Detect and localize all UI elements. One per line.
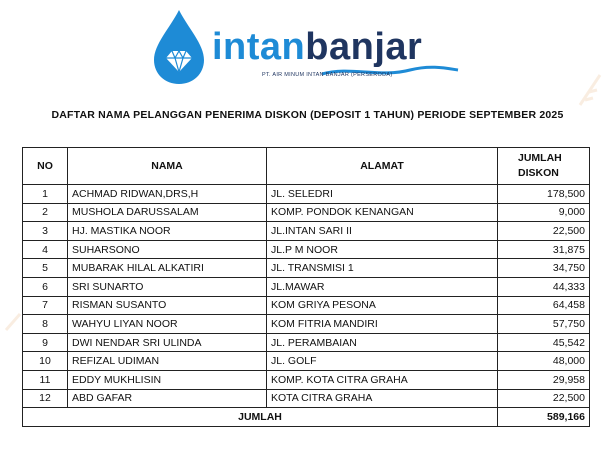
discount-table (22, 147, 590, 427)
cell-nama: WAHYU LIYAN NOOR (68, 315, 267, 334)
cell-alamat: JL. TRANSMISI 1 (267, 259, 498, 278)
cell-jumlah: 64,458 (498, 296, 590, 315)
table-row (23, 315, 590, 334)
logo-tagline: PT. AIR MINUM INTAN BANJAR (PERSERODA) (262, 72, 393, 78)
table-row (23, 222, 590, 241)
cell-no: 1 (23, 185, 68, 204)
cell-nama: MUBARAK HILAL ALKATIRI (68, 259, 267, 278)
table-row (23, 333, 590, 352)
brand-part1: intan (212, 26, 306, 68)
cell-nama: SUHARSONO (68, 240, 267, 259)
cell-alamat: KOM FITRIA MANDIRI (267, 315, 498, 334)
cell-no: 8 (23, 315, 68, 334)
cell-nama: EDDY MUKHLISIN (68, 370, 267, 389)
cell-no: 11 (23, 370, 68, 389)
header-nama: NAMA (68, 148, 267, 185)
cell-alamat: JL.INTAN SARI II (267, 222, 498, 241)
cell-jumlah: 178,500 (498, 185, 590, 204)
table-body (23, 185, 590, 408)
cell-alamat: JL. PERAMBAIAN (267, 333, 498, 352)
cell-jumlah: 9,000 (498, 203, 590, 222)
table-row (23, 259, 590, 278)
cell-alamat: JL.MAWAR (267, 277, 498, 296)
header-alamat: ALAMAT (267, 148, 498, 185)
total-label: JUMLAH (23, 408, 498, 427)
cell-jumlah: 48,000 (498, 352, 590, 371)
header-jumlah-diskon (498, 148, 590, 185)
cell-nama: MUSHOLA DARUSSALAM (68, 203, 267, 222)
table-row (23, 277, 590, 296)
cell-jumlah: 22,500 (498, 222, 590, 241)
cell-no: 10 (23, 352, 68, 371)
document-title: DAFTAR NAMA PELANGGAN PENERIMA DISKON (DEPOSIT 1 TAHUN) PERIODE SEPTEMBER 2025 (51, 109, 564, 121)
cell-nama: ABD GAFAR (68, 389, 267, 408)
water-drop-icon (150, 8, 208, 86)
cell-no: 6 (23, 277, 68, 296)
cell-no: 3 (23, 222, 68, 241)
header-jumlah-line1: JUMLAH (518, 152, 562, 164)
cell-alamat: KOTA CITRA GRAHA (267, 389, 498, 408)
decorative-leaf-icon (575, 70, 605, 110)
cell-nama: HJ. MASTIKA NOOR (68, 222, 267, 241)
cell-nama: DWI NENDAR SRI ULINDA (68, 333, 267, 352)
table-row (23, 389, 590, 408)
cell-jumlah: 44,333 (498, 277, 590, 296)
cell-alamat: KOM GRIYA PESONA (267, 296, 498, 315)
total-value: 589,166 (498, 408, 590, 427)
brand-name (212, 26, 422, 69)
cell-alamat: KOMP. PONDOK KENANGAN (267, 203, 498, 222)
cell-jumlah: 29,958 (498, 370, 590, 389)
header-jumlah-line2: DISKON (518, 167, 559, 179)
header-no: NO (23, 148, 68, 185)
cell-no: 7 (23, 296, 68, 315)
cell-nama: ACHMAD RIDWAN,DRS,H (68, 185, 267, 204)
cell-no: 2 (23, 203, 68, 222)
table-header-row (23, 148, 590, 185)
intanbanjar-logo (150, 8, 480, 88)
table-row (23, 296, 590, 315)
cell-alamat: KOMP. KOTA CITRA GRAHA (267, 370, 498, 389)
cell-nama: RISMAN SUSANTO (68, 296, 267, 315)
total-row (23, 408, 590, 427)
cell-jumlah: 45,542 (498, 333, 590, 352)
cell-alamat: JL.P M NOOR (267, 240, 498, 259)
cell-alamat: JL. SELEDRI (267, 185, 498, 204)
table-row (23, 370, 590, 389)
table-row (23, 240, 590, 259)
table-row (23, 203, 590, 222)
cell-no: 9 (23, 333, 68, 352)
cell-nama: REFIZAL UDIMAN (68, 352, 267, 371)
table-row (23, 352, 590, 371)
cell-nama: SRI SUNARTO (68, 277, 267, 296)
cell-no: 4 (23, 240, 68, 259)
table-row (23, 185, 590, 204)
brand-part2: banjar (305, 26, 423, 68)
decorative-leaf-icon (4, 312, 22, 332)
cell-no: 12 (23, 389, 68, 408)
cell-jumlah: 34,750 (498, 259, 590, 278)
cell-jumlah: 22,500 (498, 389, 590, 408)
cell-alamat: JL. GOLF (267, 352, 498, 371)
cell-no: 5 (23, 259, 68, 278)
cell-jumlah: 57,750 (498, 315, 590, 334)
cell-jumlah: 31,875 (498, 240, 590, 259)
